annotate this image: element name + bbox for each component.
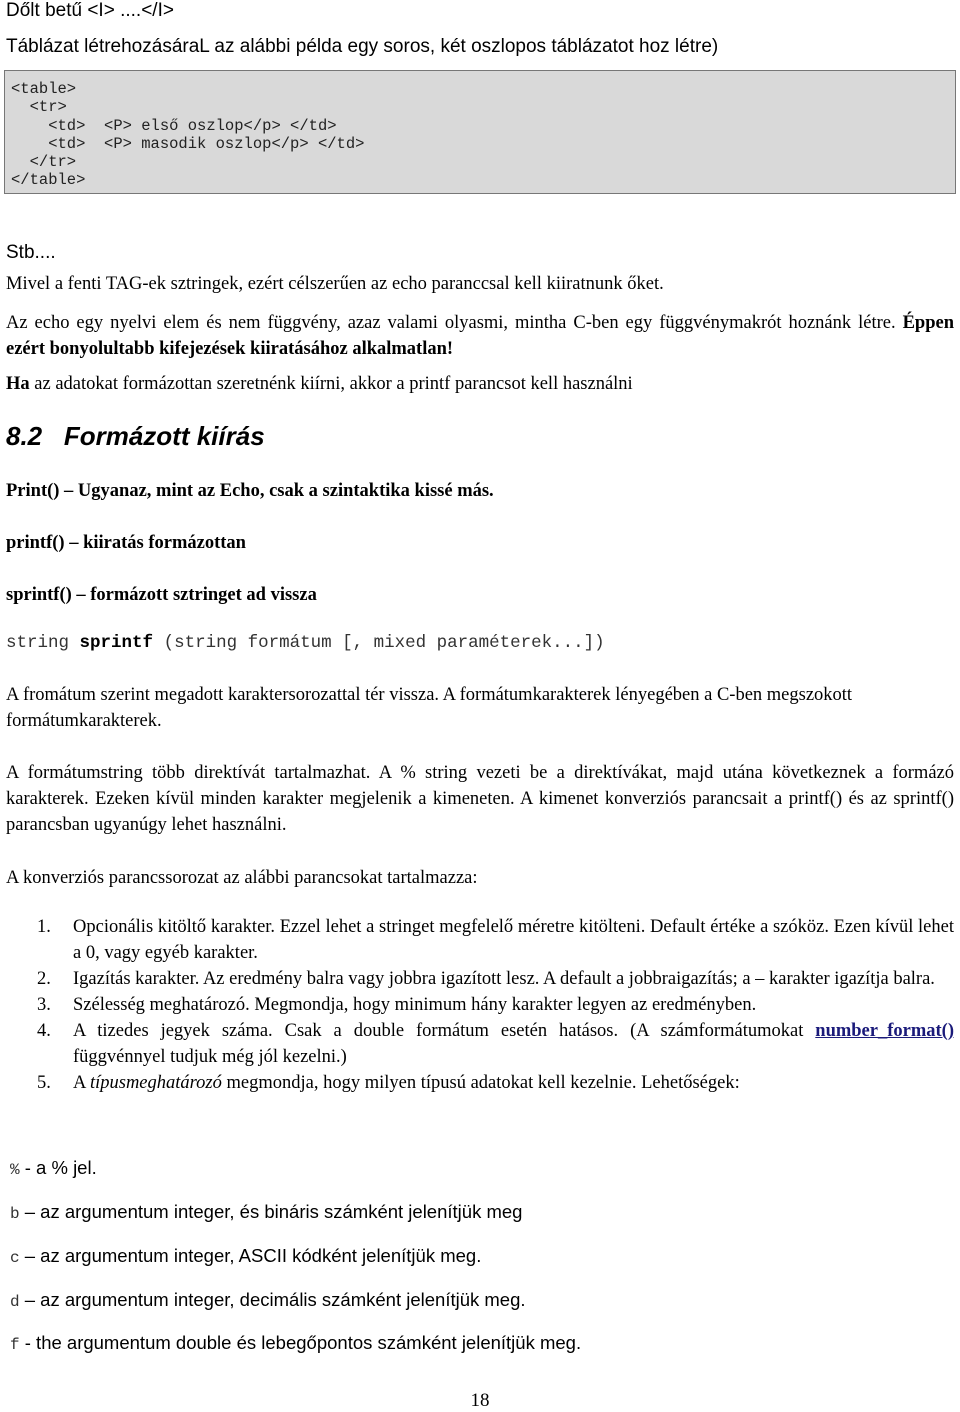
- paragraph-ha-bold: Ha: [6, 374, 30, 394]
- stb-text: Stb....: [6, 242, 56, 263]
- list-item: [0, 966, 954, 992]
- function-signature: [6, 631, 954, 655]
- paragraph-ha-text: az adatokat formázottan szeretnénk kiírni, akkor a printf parancsot kell használni: [29, 374, 633, 394]
- list-text: Szélesség meghatározó. Megmondja, hogy minimum hány karakter legyen az eredményben.: [73, 995, 757, 1015]
- list-number: 5.: [37, 1073, 51, 1093]
- list-text: A: [73, 1073, 90, 1093]
- paragraph-echo-bold: Éppen ezért bonyolultabb kifejezések kiiratásához alkalmatlan!: [6, 313, 955, 359]
- conversion-desc: - a % jel.: [19, 1157, 97, 1178]
- conversion-item: [10, 1244, 954, 1270]
- code-line: <td> <P> masodik oszlop</p> </td>: [11, 134, 365, 153]
- code-line: </tr>: [11, 153, 77, 172]
- code-line: <tr>: [11, 98, 67, 117]
- paragraph-echo-text: Az echo egy nyelvi elem és nem függvény, azaz valami olyasmi, mintha C-ben egy függvénymakrót hoznánk létre.: [6, 313, 896, 333]
- page-number: 18: [470, 1390, 490, 1411]
- conversion-code: d: [10, 1293, 20, 1311]
- signature-type: string: [6, 633, 70, 653]
- number-format-link[interactable]: number_format(): [815, 1021, 954, 1041]
- code-block: [4, 70, 956, 194]
- conversion-item: [10, 1156, 954, 1182]
- definition-printf: printf() – kiiratás formázottan: [6, 533, 246, 553]
- section-number: 8.2: [6, 421, 43, 451]
- definition-sprintf: sprintf() – formázott sztringet ad vissza: [6, 585, 317, 605]
- conversion-desc: – az argumentum integer, és bináris számként jelenítjük meg: [19, 1201, 523, 1222]
- list-text-after: megmondja, hogy milyen típusú adatokat kell kezelnie. Lehetőségek:: [221, 1073, 740, 1093]
- list-text-italic: típusmeghatározó: [89, 1073, 222, 1093]
- list-text-after: függvénnyel tudjuk még jól kezelni.): [73, 1047, 347, 1067]
- conversion-item: [10, 1200, 954, 1226]
- top-line: Dőlt betű <I> ....</I>: [6, 0, 174, 21]
- list-item: [0, 1018, 954, 1070]
- paragraph-echo: [6, 310, 954, 362]
- paragraph-fromatum: A fromátum szerint megadott karaktersorozattal tér vissza. A formátumkarakterek lényegében a C-ben megszokott formátumkarakterek.: [6, 685, 853, 731]
- list-number: 3.: [37, 995, 51, 1015]
- signature-function: sprintf: [79, 633, 154, 653]
- definition-print: Print() – Ugyanaz, mint az Echo, csak a szintaktika kissé más.: [6, 481, 494, 501]
- list-number: 1.: [37, 917, 51, 937]
- list-text: Igazítás karakter. Az eredmény balra vagy jobbra igazított lesz. A default a jobbraigazítás; a – karakter igazítja balra.: [73, 969, 935, 989]
- conversion-item: [10, 1331, 954, 1357]
- conversion-desc: – az argumentum integer, ASCII kódként jelenítjük meg.: [19, 1245, 482, 1266]
- code-line: </table>: [11, 171, 86, 190]
- conversion-desc: – az argumentum integer, decimális számként jelenítjük meg.: [19, 1289, 526, 1310]
- paragraph-konverzios: A konverziós parancssorozat az alábbi parancsokat tartalmazza:: [6, 868, 478, 888]
- conversion-desc: - the argumentum double és lebegőpontos számként jelenítjük meg.: [19, 1332, 582, 1353]
- list-item: [0, 914, 954, 966]
- list-item: [0, 1070, 954, 1096]
- list-number: 2.: [37, 969, 51, 989]
- paragraph-formatumstring: A formátumstring több direktívát tartalmazhat. A % string vezeti be a direktívákat, majd utána következnek a formázó karakterek. Ezeken kívül minden karakter megjelenik a kimeneten. A kimenet konverziós parancsait a printf() és az sprintf() parancsban ugyanúgy lehet használni.: [6, 763, 954, 835]
- intro-text: Táblázat létrehozásáraL az alábbi példa egy soros, két oszlopos táblázatot hoz létre): [6, 36, 719, 57]
- list-text: A tizedes jegyek száma. Csak a double formátum esetén hatásos. (A számformátumokat: [73, 1021, 816, 1041]
- paragraph-mivel: Mivel a fenti TAG-ek sztringek, ezért célszerűen az echo paranccsal kell kiiratnunk őket.: [6, 274, 664, 294]
- section-title: Formázott kiírás: [63, 421, 265, 451]
- section-heading: [6, 419, 954, 453]
- conversion-code: b: [10, 1205, 20, 1223]
- code-line: <td> <P> első oszlop</p> </td>: [11, 116, 337, 135]
- code-line: <table>: [11, 80, 77, 98]
- signature-args: (string formátum [, mixed paraméterek...]): [163, 633, 605, 653]
- steps-list: [0, 914, 954, 1096]
- conversion-item: [10, 1288, 954, 1314]
- list-number: 4.: [37, 1021, 51, 1041]
- conversion-code: %: [10, 1161, 20, 1179]
- paragraph-ha: [6, 371, 954, 397]
- list-text: Opcionális kitöltő karakter. Ezzel lehet a stringet megfelelő méretre kitölteni. Default értéke a szóköz. Ezen kívül lehet a 0, vagy egyéb karakter.: [73, 917, 954, 963]
- list-item: [0, 992, 954, 1018]
- conversion-code: f: [10, 1336, 20, 1354]
- conversion-code: c: [10, 1249, 20, 1267]
